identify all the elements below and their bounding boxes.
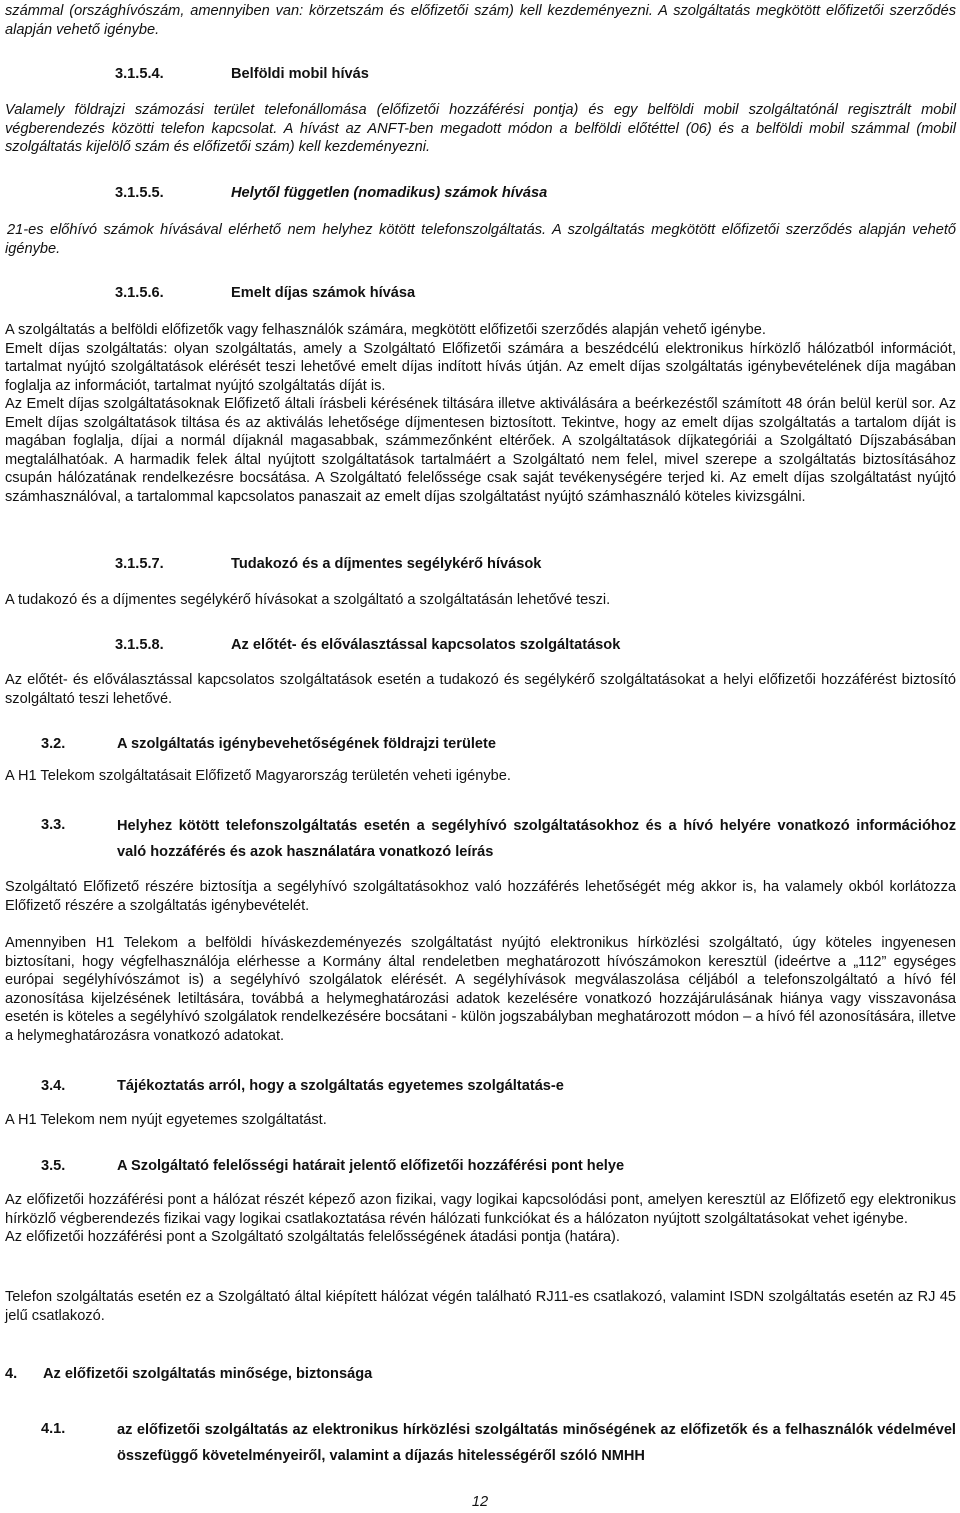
- section-number: 3.3.: [41, 817, 66, 833]
- paragraph-33-2: Amennyiben H1 Telekom a belföldi híváskezdeményezés szolgáltatást nyújtó elektronikus hírközlési szolgáltató, úgy köteles ingyenesen biztosítani, hogy végfelhasználója elérhesse a Kormány által rendeletben meghatározott hívószámokon keresztül (ideértve a „112” egységes európai segélyhívószámot is) a segélyhívó szolgálatok elérését. A segélyhívások megválaszolása céljából a telefonszolgáltató a hívó fél azonosítása kijelzésének letiltására, továbbá a helymeghatározási adatok kezelésére vonatkozó hozzájárulásának hiánya vagy visszavonása esetén is köteles a segélyhívó szolgálatok rendelkezésére bocsátani - külön jogszabályban meghatározott módon – a hívó fél azonosítására, illetve a helymeghatározásra vonatkozó adatokat.: [5, 935, 956, 1044]
- section-heading-4: [5, 1365, 956, 1384]
- section-heading-34: [5, 1077, 956, 1096]
- section-heading-3156: [5, 284, 956, 303]
- section-heading-32: [5, 735, 956, 754]
- section-number: 3.4.: [41, 1078, 66, 1094]
- paragraph-3158: Az előtét- és előválasztással kapcsolatos szolgáltatások esetén a tudakozó és segélykérő szolgáltatásokat a helyi előfizetői hozzáférést biztosító szolgáltató teszi lehetővé.: [5, 672, 956, 707]
- section-heading-3155: [5, 184, 956, 203]
- section-title: Tudakozó és a díjmentes segélykérő hívások: [231, 556, 542, 572]
- section-title: Helyhez kötött telefonszolgáltatás esetén a segélyhívó szolgáltatásokhoz és a hívó helyére vonatkozó információhoz való hozzáférés és azok használatára vonatkozó leírás: [117, 818, 956, 860]
- section-title: az előfizetői szolgáltatás az elektronikus hírközlési szolgáltatás minőségének az előfizetők és a felhasználók védelmével összefüggő követelményeiről, valamint a díjazás hitelességéről szóló NMHH: [117, 1422, 956, 1464]
- paragraph: A szolgáltatás a belföldi előfizetők vagy felhasználók számára, megkötött előfizetői szerződés alapján vehető igénybe.: [5, 322, 766, 338]
- paragraph-32: A H1 Telekom szolgáltatásait Előfizető Magyarország területén veheti igénybe.: [5, 768, 511, 784]
- paragraph-34: A H1 Telekom nem nyújt egyetemes szolgáltatást.: [5, 1112, 327, 1128]
- section-number: 3.1.5.5.: [115, 185, 164, 201]
- section-heading-3154: [5, 65, 956, 84]
- section-title: Belföldi mobil hívás: [231, 66, 369, 82]
- section-number: 4.1.: [41, 1421, 66, 1437]
- paragraph-33-1: Szolgáltató Előfizető részére biztosítja a segélyhívó szolgáltatásokhoz való hozzáférés lehetőségét még akkor is, ha valamely okból korlátozza Előfizető részére a szolgáltatás igénybevételét.: [5, 879, 956, 914]
- section-number: 3.1.5.7.: [115, 556, 164, 572]
- section-body-3156: [5, 321, 956, 506]
- section-number: 3.5.: [41, 1158, 66, 1174]
- page-number: 12: [471, 1494, 489, 1510]
- section-title: A szolgáltatás igénybevehetőségének földrajzi területe: [117, 736, 497, 752]
- section-heading-33: [5, 813, 956, 865]
- section-number: 3.1.5.4.: [115, 66, 164, 82]
- section-body-35: [5, 1191, 956, 1247]
- intro-paragraph: számmal (országhívószám, amennyiben van: körzetszám és előfizetői szám) kell kezdeményezni. A szolgáltatás megkötött előfizetői szerződés alapján vehető igénybe.: [5, 3, 956, 38]
- section-heading-3158: [5, 636, 956, 655]
- section-heading-35: [5, 1157, 956, 1176]
- paragraph-35-3: Telefon szolgáltatás esetén ez a Szolgáltató által kiépített hálózat végén található RJ11-es csatlakozó, valamint ISDN szolgáltatás esetén az RJ 45 jelű csatlakozó.: [5, 1289, 956, 1324]
- section-number: 3.1.5.6.: [115, 285, 164, 301]
- section-title: A Szolgáltató felelősségi határait jelentő előfizetői hozzáférési pont helye: [117, 1158, 625, 1174]
- paragraph: Az előfizetői hozzáférési pont a Szolgáltató szolgáltatás felelősségének átadási pontja (határa).: [5, 1229, 620, 1245]
- section-heading-41: [5, 1417, 956, 1469]
- paragraph-3154: Valamely földrajzi számozási terület telefonállomása (előfizetői hozzáférési pontja) és egy belföldi mobil szolgáltatónál regisztrált mobil végberendezés közötti telefon kapcsolat. A hívást az ANFT-ben megadott módon a belföldi előtéttel (06) és a belföldi mobil számmal (mobil szolgáltatás kijelölő szám és előfizetői szám) kell kezdeményezni.: [5, 102, 956, 155]
- section-number: 3.2.: [41, 736, 66, 752]
- section-number: 4.: [5, 1366, 18, 1382]
- section-heading-3157: [5, 555, 956, 574]
- paragraph: Emelt díjas szolgáltatás: olyan szolgáltatás, amely a Szolgáltató Előfizetői számára a beszédcélú elektronikus hírközlő hálózatból információt, tartalmat nyújtó szolgáltatások elérését teszi lehetővé emelt díjas indított hívás útján. Az emelt díjas szolgáltatás igénybevételének díja magában foglalja az információt, tartalmat nyújtó szolgáltatás díját is.: [5, 340, 956, 394]
- paragraph-3157: A tudakozó és a díjmentes segélykérő hívásokat a szolgáltató a szolgáltatásán lehetővé teszi.: [5, 592, 611, 608]
- section-title: Az előfizetői szolgáltatás minősége, biztonsága: [43, 1366, 373, 1382]
- section-title: Helytől független (nomadikus) számok hívása: [231, 185, 548, 201]
- section-title: Emelt díjas számok hívása: [231, 285, 416, 301]
- section-title: Tájékoztatás arról, hogy a szolgáltatás egyetemes szolgáltatás-e: [117, 1078, 564, 1094]
- paragraph: Az előfizetői hozzáférési pont a hálózat részét képező azon fizikai, vagy logikai kapcsolódási pont, amelyen keresztül az Előfizető egy elektronikus hírközlő végberendezés fizikai vagy logikai csatlakoztatása révén hálózati funkciókat és a hálózaton nyújtott szolgáltatásokat vehet igénybe.: [5, 1192, 956, 1227]
- paragraph-3155: 21-es előhívó számok hívásával elérhető nem helyhez kötött telefonszolgáltatás. A szolgáltatás megkötött előfizetői szerződés alapján vehető igénybe.: [5, 222, 956, 257]
- section-number: 3.1.5.8.: [115, 637, 164, 653]
- section-title: Az előtét- és előválasztással kapcsolatos szolgáltatások: [231, 637, 621, 653]
- paragraph: Az Emelt díjas szolgáltatásoknak Előfizető általi írásbeli kérésének tiltására illetve aktiválására a beérkezéstől számított 48 órán belül kerül sor. Az Emelt díjas szolgáltatások tiltása és az aktiválás lehetősége díjmentesen biztosított. Tekintve, hogy az emelt díjas szolgáltatás a tartalom díját is magában foglalja, díjai a normál díjaknál magasabbak, számmezőnként eltérőek. A szolgáltatások díjkategóriái a Szolgáltató Díjszabásában megtalálhatóak. A harmadik felek által nyújtott szolgáltatások tartalmáért a Szolgáltató nem felel, mivel szerepe a szolgáltatás biztosításához csupán hálózatának rendelkezésre bocsátása. A Szolgáltató felelőssége csak saját tevékenységére terjed ki. Az emelt díjas szolgáltatást nyújtó számhasználóval, a tartalommal kapcsolatos panaszait az emelt díjas szolgáltatást nyújtó számhasználó köteles kivizsgálni.: [5, 396, 956, 505]
